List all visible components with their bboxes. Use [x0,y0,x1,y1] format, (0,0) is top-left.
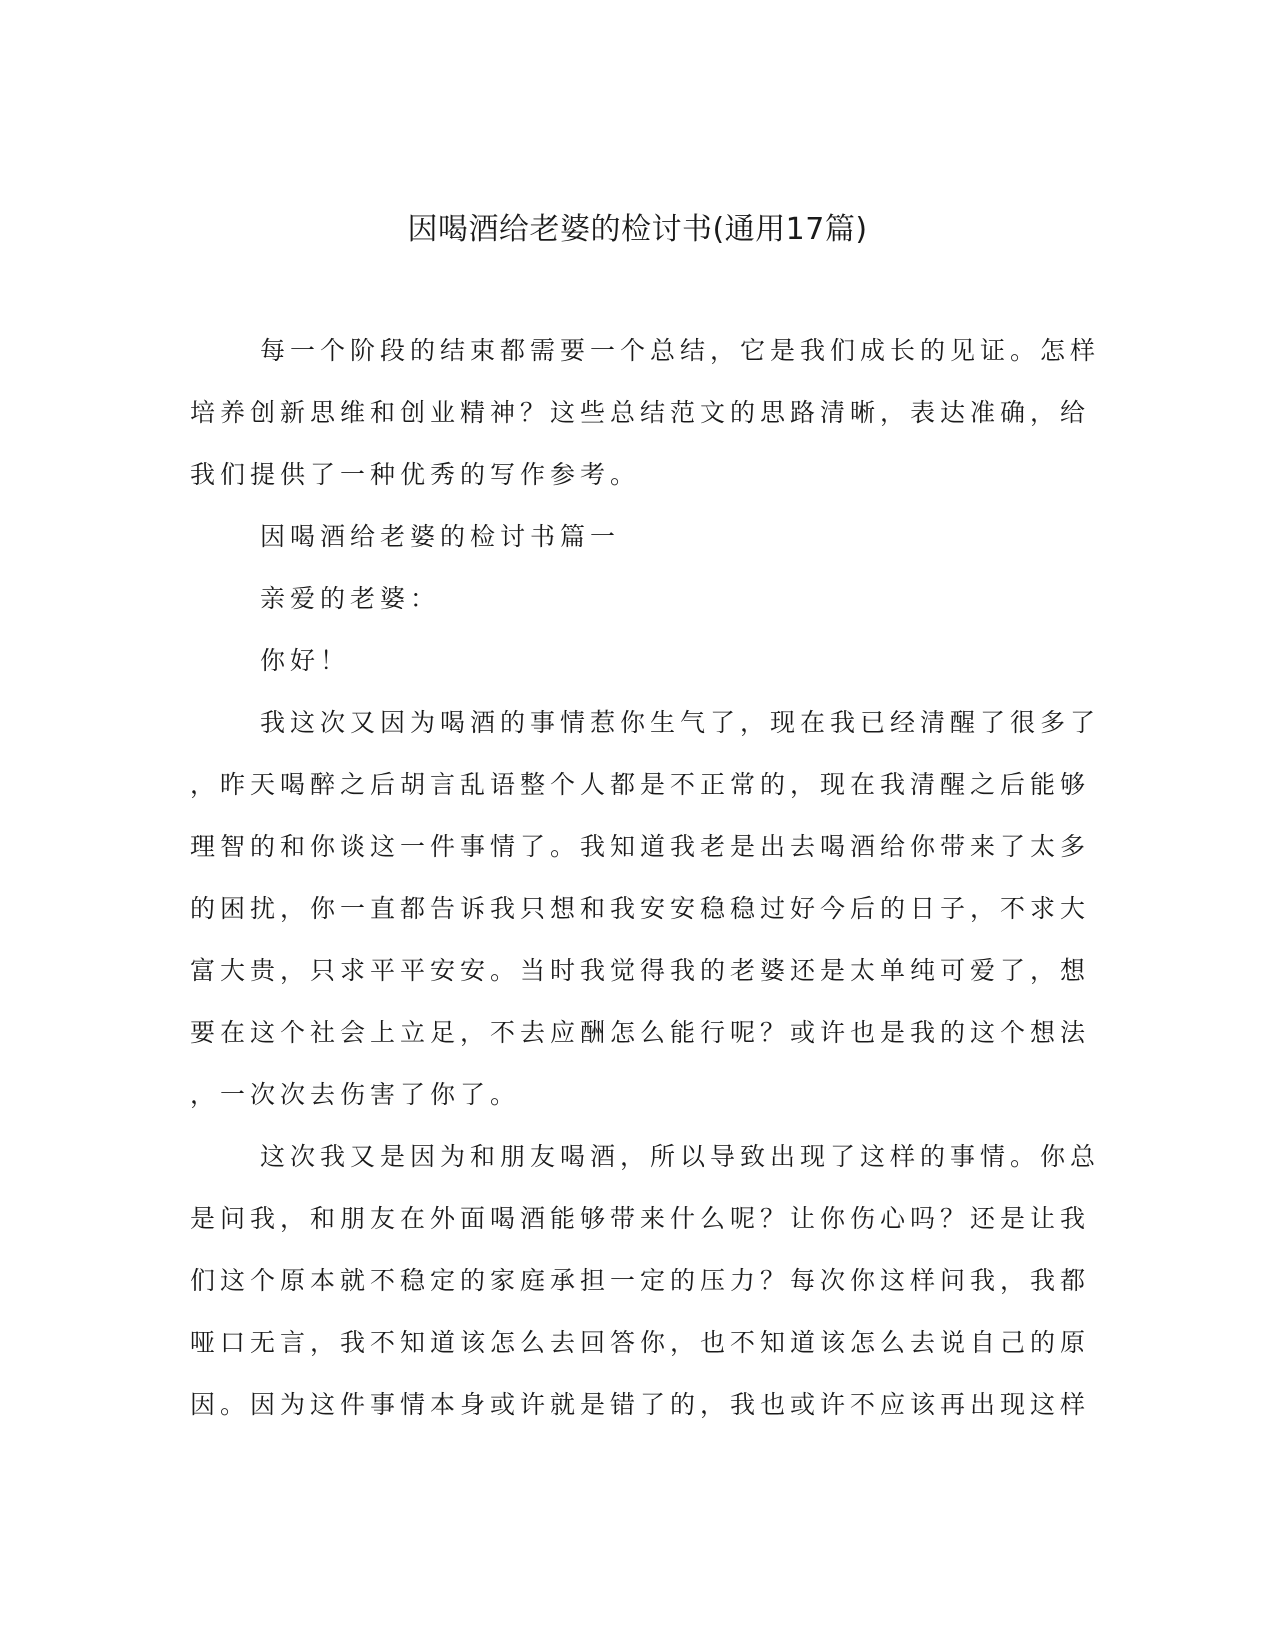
text-line: ，一次次去伤害了你了。 [190,1080,521,1109]
document-body [190,320,1101,1436]
text-line: 因。因为这件事情本身或许就是错了的，我也或许不应该再出现这样 [190,1390,1091,1419]
text-line: 我这次又因为喝酒的事情惹你生气了，现在我已经清醒了很多了 [260,708,1101,737]
text-line: 要在这个社会上立足，不去应酬怎么能行呢？或许也是我的这个想法 [190,1018,1091,1047]
paragraph-body-2 [190,1126,1101,1436]
document-title: 因喝酒给老婆的检讨书(通用17篇) [407,212,868,247]
salutation [190,568,1085,630]
text-line: 理智的和你谈这一件事情了。我知道我老是出去喝酒给你带来了太多 [190,832,1091,861]
text-line: 们这个原本就不稳定的家庭承担一定的压力？每次你这样问我，我都 [190,1266,1091,1295]
text-line: 培养创新思维和创业精神？这些总结范文的思路清晰，表达准确，给 [190,398,1091,427]
text-line: 因喝酒给老婆的检讨书篇一 [260,522,621,551]
text-line: 亲爱的老婆： [260,584,441,613]
text-line: 哑口无言，我不知道该怎么去回答你，也不知道该怎么去说自己的原 [190,1328,1091,1357]
text-line: 是问我，和朋友在外面喝酒能够带来什么呢？让你伤心吗？还是让我 [190,1204,1091,1233]
text-line: 每一个阶段的结束都需要一个总结，它是我们成长的见证。怎样 [260,336,1101,365]
greeting [190,630,1085,692]
text-line: 我们提供了一种优秀的写作参考。 [190,460,641,489]
paragraph-intro [190,320,1101,506]
text-line: 的困扰，你一直都告诉我只想和我安安稳稳过好今后的日子，不求大 [190,894,1091,923]
text-line: 你好！ [260,646,351,675]
paragraph-body-1 [190,692,1101,1126]
text-line: 这次我又是因为和朋友喝酒，所以导致出现了这样的事情。你总 [260,1142,1101,1171]
section-heading [190,506,1085,568]
text-line: 富大贵，只求平平安安。当时我觉得我的老婆还是太单纯可爱了，想 [190,956,1091,985]
text-line: ，昨天喝醉之后胡言乱语整个人都是不正常的，现在我清醒之后能够 [190,770,1091,799]
